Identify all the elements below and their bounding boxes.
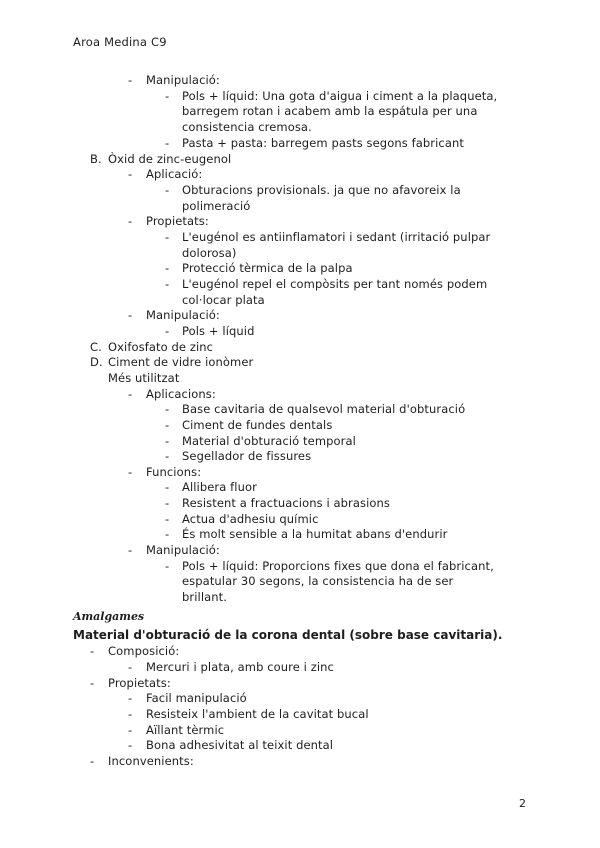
list-marker: - [128,73,133,87]
list-item-text: És molt sensible a la humitat abans d'endurir [182,527,448,541]
list-item-text: Bona adhesivitat al teixit dental [146,738,334,752]
list-item-text: Inconvenients: [108,754,194,768]
list-item-text: Pols + líquid: Una gota d'aigua i ciment a la plaqueta, [182,89,498,103]
list-item-text: Actua d'adhesiu químic [182,512,319,526]
author-name: Aroa Medina C9 [73,35,167,49]
list-item-text: Resisteix l'ambient de la cavitat bucal [146,707,369,721]
list-item-text: Material d'obturació temporal [182,434,356,448]
list-item-text: Òxid de zinc-eugenol [108,152,232,166]
list-marker: - [128,660,133,674]
list-item-text: L'eugénol repel el compòsits per tant només podem [182,277,488,291]
list-item-text: Obturacions provisionals. ja que no afavoreix la [182,183,461,197]
list-marker: B. [90,152,102,166]
list-marker: - [128,707,133,721]
list-marker: - [128,387,133,401]
list-item-text: Pols + líquid [182,324,255,338]
list-marker: - [165,183,170,197]
list-item-text: Funcions: [146,465,202,479]
list-marker: - [165,512,170,526]
list-item-text: Més utilitzat [108,371,180,385]
list-marker: - [165,496,170,510]
list-item-text: Facil manipulació [146,691,247,705]
list-item-text: Manipulació: [146,73,220,87]
list-item-text: Propietats: [146,214,209,228]
list-marker: - [128,167,133,181]
list-item-text: Mercuri i plata, amb coure i zinc [146,660,334,674]
list-marker: - [128,543,133,557]
list-item-text: Aplicacions: [146,387,216,401]
list-marker: - [165,402,170,416]
section-title: Amalgames [73,610,145,623]
list-item-text: Aïllant tèrmic [146,723,225,737]
list-marker: - [165,89,170,103]
list-marker: D. [90,355,103,369]
list-marker: - [165,136,170,150]
list-marker: - [128,214,133,228]
list-marker: - [165,434,170,448]
list-item-text: Oxifosfato de zinc [108,340,214,354]
list-marker: - [165,480,170,494]
list-item-text: Manipulació: [146,308,220,322]
section-subtitle: Material d'obturació de la corona dental (sobre base cavitaria). [73,628,503,642]
list-item-text: Ciment de fundes dentals [182,418,333,432]
list-marker: C. [90,340,102,354]
list-item-text: Pols + líquid: Proporcions fixes que dona el fabricant, [182,559,494,573]
list-marker: - [90,644,95,658]
list-item-text: polimeració [182,199,251,213]
list-marker: - [165,324,170,338]
list-item-text: Propietats: [108,676,171,690]
list-marker: - [128,723,133,737]
list-item-text: Aplicació: [146,167,203,181]
list-marker: - [165,418,170,432]
list-item-text: dolorosa) [182,246,237,260]
list-item-text: Manipulació: [146,543,220,557]
list-item-text: brillant. [182,590,228,604]
list-marker: - [165,449,170,463]
list-item-text: L'eugénol es antiinflamatori i sedant (irritació pulpar [182,230,491,244]
list-item-text: Segellador de fissures [182,449,312,463]
list-item-text: col·locar plata [182,293,265,307]
list-item-text: Allibera fluor [182,480,257,494]
list-item-text: espatular 30 segons, la consistencia ha de ser [182,574,454,588]
list-marker: - [128,738,133,752]
list-item-text: consistencia cremosa. [182,120,312,134]
list-item-text: barregem rotan i acabem amb la espátula per una [182,104,478,118]
list-item-text: Base cavitaria de qualsevol material d'obturació [182,402,466,416]
list-item-text: Pasta + pasta: barregem pasts segons fabricant [182,136,464,150]
list-marker: - [165,277,170,291]
list-marker: - [128,308,133,322]
list-marker: - [165,527,170,541]
list-marker: - [90,676,95,690]
list-item-text: Ciment de vidre ionòmer [108,355,254,369]
list-marker: - [165,261,170,275]
list-marker: - [90,754,95,768]
list-marker: - [128,465,133,479]
list-item-text: Protecció tèrmica de la palpa [182,261,353,275]
list-item-text: Resistent a fractuacions i abrasions [182,496,391,510]
list-marker: - [128,691,133,705]
list-marker: - [165,230,170,244]
page-number: 2 [519,797,526,810]
list-item-text: Composició: [108,644,180,658]
list-marker: - [165,559,170,573]
